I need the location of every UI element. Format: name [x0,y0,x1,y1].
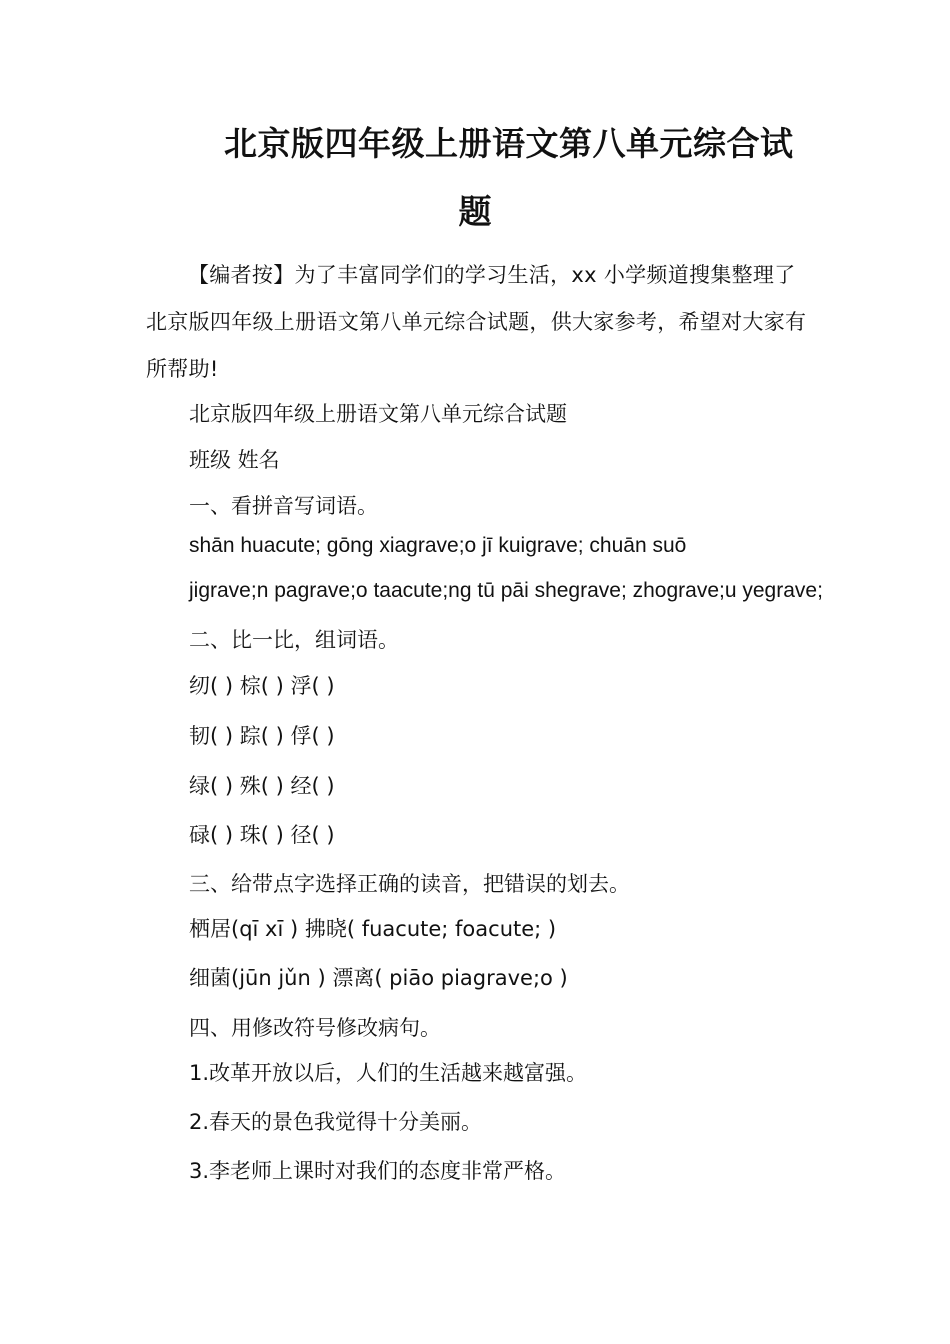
compare-row-1: 纫( ) 棕( ) 浮( ) [189,674,335,698]
compare-row-4: 碌( ) 珠( ) 径( ) [189,823,335,847]
compare-row-2: 韧( ) 踪( ) 俘( ) [189,724,335,748]
compare-row-3: 绿( ) 殊( ) 经( ) [189,774,335,798]
class-name-line: 班级 姓名 [189,448,280,472]
pinyin-line-2: jigrave;n pagrave;o taacute;ng tū pāi shegrave; zhograve;u yegrave; [189,579,823,602]
pronunciation-row-2: 细菌(jūn jǔn ) 漂离( piāo piagrave;o ) [189,966,568,990]
document-title-line-2: 题 [458,192,492,231]
question-3-heading: 三、给带点字选择正确的读音，把错误的划去。 [189,872,630,896]
editor-note-paragraph: 【编者按】为了丰富同学们的学习生活，xx 小学频道搜集整理了北京版四年级上册语文第八单元综合试题，供大家参考，希望对大家有所帮助! [146,263,807,381]
section-heading-repeat-title: 北京版四年级上册语文第八单元综合试题 [189,402,567,426]
question-4-heading: 四、用修改符号修改病句。 [189,1016,441,1040]
sentence-1: 1.改革开放以后，人们的生活越来越富强。 [189,1061,588,1085]
document-title-line-1: 北京版四年级上册语文第八单元综合试 [224,124,794,163]
pinyin-line-1: shān huacute; gōng xiagrave;o jī kuigrave; chuān suō [189,534,687,557]
sentence-2: 2.春天的景色我觉得十分美丽。 [189,1110,483,1134]
question-1-heading: 一、看拼音写词语。 [189,494,378,518]
sentence-3: 3.李老师上课时对我们的态度非常严格。 [189,1159,567,1183]
pronunciation-row-1: 栖居(qī xī ) 拂晓( fuacute; foacute; ) [189,917,557,941]
question-2-heading: 二、比一比，组词语。 [189,628,399,652]
